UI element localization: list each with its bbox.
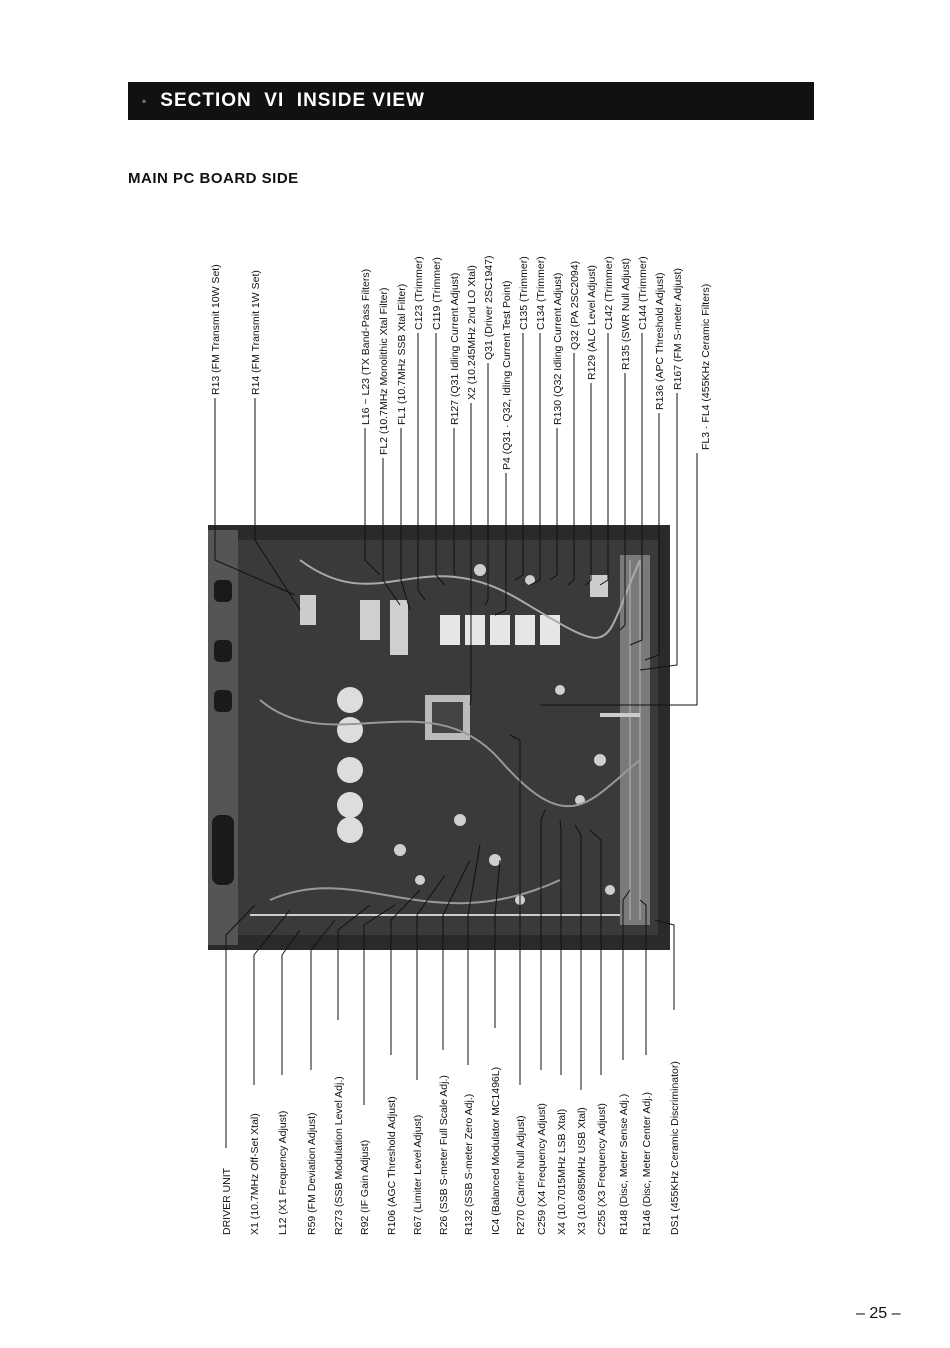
section-title: SECTION VI INSIDE VIEW: [160, 90, 425, 111]
label-q32: Q32 (PA 2SC2094): [569, 260, 581, 350]
board-subheading: MAIN PC BOARD SIDE: [128, 170, 299, 187]
label-fl2: FL2 (10.7MHz Monolithic Xtal Filter): [378, 287, 390, 455]
label-fl3-fl4: FL3 · FL4 (455KHz Ceramic Filters): [700, 283, 712, 450]
label-r67: R67 (Limiter Level Adjust): [412, 1114, 424, 1235]
label-r135: R135 (SWR Null Adjust): [620, 257, 632, 370]
label-r13: R13 (FM Transmit 10W Set): [210, 264, 222, 395]
label-ic4: IC4 (Balanced Modulator MC1496L): [490, 1066, 502, 1235]
label-r270: R270 (Carrier Null Adjust): [515, 1115, 527, 1235]
label-ds1: DS1 (455KHz Ceramic Discriminator): [669, 1061, 681, 1235]
label-c123: C123 (Trimmer): [413, 256, 425, 330]
label-l16-l23: L16 ~ L23 (TX Band-Pass Filters): [360, 268, 372, 425]
label-r167: R167 (FM S-meter Adjust): [672, 268, 684, 390]
label-r106: R106 (AGC Threshold Adjust): [386, 1096, 398, 1235]
top-labels: [210, 256, 712, 470]
label-fl1: FL1 (10.7MHz SSB Xtal Filter): [396, 283, 408, 425]
label-c255: C255 (X3 Frequency Adjust): [596, 1103, 608, 1235]
label-r26: R26 (SSB S-meter Full Scale Adj.): [438, 1075, 450, 1235]
label-r132: R132 (SSB S-meter Zero Adj.): [463, 1093, 475, 1235]
label-x4: X4 (10.7015MHz LSB Xtal): [556, 1108, 568, 1235]
label-r136: R136 (APC Threshold Adjust): [654, 272, 666, 410]
label-c119: C119 (Trimmer): [431, 257, 443, 330]
bottom-labels: [221, 1061, 681, 1235]
label-x1: X1 (10.7MHz Off-Set Xtal): [249, 1113, 261, 1235]
label-c144: C144 (Trimmer): [637, 256, 649, 330]
bar-ornament: ▪: [142, 94, 147, 108]
label-r148: R148 (Disc, Meter Sense Adj.): [618, 1093, 630, 1235]
label-r273: R273 (SSB Modulation Level Adj.): [333, 1076, 345, 1235]
label-r59: R59 (FM Deviation Adjust): [306, 1112, 318, 1235]
label-x2: X2 (10.245MHz 2nd LO Xtal): [466, 265, 478, 400]
label-c259: C259 (X4 Frequency Adjust): [536, 1103, 548, 1235]
label-q31: Q31 (Driver 2SC1947): [483, 255, 495, 360]
label-x3: X3 (10.6985MHz USB Xtal): [576, 1107, 588, 1235]
label-c134: C134 (Trimmer): [535, 256, 547, 330]
label-p4: P4 (Q31 · Q32, Idling Current Test Point): [501, 280, 513, 470]
label-r146: R146 (Disc, Meter Center Adj.): [641, 1092, 653, 1235]
label-r130: R130 (Q32 Idling Current Adjust): [552, 272, 564, 425]
label-r92: R92 (IF Gain Adjust): [359, 1139, 371, 1235]
label-c135: C135 (Trimmer): [518, 256, 530, 330]
label-driver-unit: DRIVER UNIT: [221, 1167, 233, 1235]
label-c142: C142 (Trimmer): [603, 256, 615, 330]
label-l12: L12 (X1 Frequency Adjust): [277, 1110, 289, 1235]
label-r14: R14 (FM Transmit 1W Set): [250, 270, 262, 395]
page-number: – 25 –: [856, 1305, 901, 1322]
label-r127: R127 (Q31 Idling Current Adjust): [449, 272, 461, 425]
label-r129: R129 (ALC Level Adjust): [586, 265, 598, 380]
